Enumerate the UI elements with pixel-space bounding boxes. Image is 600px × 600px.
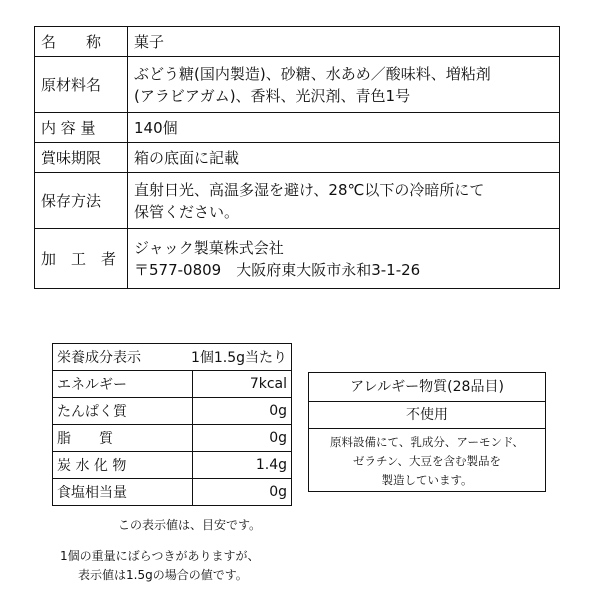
nutrition-row-name: 食塩相当量 bbox=[53, 479, 193, 506]
nutrition-row-value: 1.4g bbox=[193, 452, 292, 479]
weight-note bbox=[60, 547, 260, 585]
name-value: 菓子 bbox=[128, 27, 560, 57]
maker-row bbox=[35, 229, 560, 289]
storage-line-2: 保管ください。 bbox=[134, 202, 240, 221]
nutrition-row bbox=[53, 425, 292, 452]
maker-line-2: 〒577-0809 大阪府東大阪市永和3-1-26 bbox=[134, 260, 421, 279]
storage-value bbox=[128, 173, 560, 229]
nutrition-note: この表示値は、目安です。 bbox=[118, 518, 262, 532]
nutrition-row-name: 炭 水 化 物 bbox=[53, 452, 193, 479]
allergy-status: 不使用 bbox=[309, 402, 545, 429]
contents-value: 140個 bbox=[128, 113, 560, 143]
nutrition-table bbox=[52, 343, 292, 506]
allergy-note-line-3: 製造しています。 bbox=[381, 473, 473, 487]
storage-line-1: 直射日光、高温多湿を避け、28℃以下の冷暗所にて bbox=[134, 180, 485, 199]
nutrition-per-unit: 1個1.5g当たり bbox=[190, 350, 287, 366]
maker-label: 加 工 者 bbox=[35, 229, 128, 289]
ingredients-line-2: (アラビアガム)、香料、光沢剤、青色1号 bbox=[134, 86, 411, 105]
nutrition-row-name: エネルギー bbox=[53, 371, 193, 398]
nutrition-row-value: 0g bbox=[193, 398, 292, 425]
weight-note-line-1: 1個の重量にばらつきがありますが、 bbox=[60, 549, 260, 563]
expiry-label: 賞味期限 bbox=[35, 143, 128, 173]
allergy-title: アレルギー物質(28品目) bbox=[309, 373, 545, 402]
name-row bbox=[35, 27, 560, 57]
allergy-box bbox=[308, 372, 546, 492]
expiry-row bbox=[35, 143, 560, 173]
nutrition-row-value: 7kcal bbox=[193, 371, 292, 398]
nutrition-row bbox=[53, 452, 292, 479]
weight-note-line-2: 表示値は1.5gの場合の値です。 bbox=[78, 568, 248, 582]
allergy-note bbox=[309, 429, 545, 490]
allergy-note-line-2: ゼラチン、大豆を含む製品を bbox=[352, 454, 501, 468]
nutrition-header bbox=[53, 344, 292, 371]
nutrition-row bbox=[53, 479, 292, 506]
ingredients-line-1: ぶどう糖(国内製造)、砂糖、水あめ／酸味料、増粘剤 bbox=[134, 64, 491, 83]
nutrition-row bbox=[53, 398, 292, 425]
storage-label: 保存方法 bbox=[35, 173, 128, 229]
product-info-table bbox=[34, 26, 560, 289]
nutrition-row-name: 脂 質 bbox=[53, 425, 193, 452]
ingredients-value bbox=[128, 57, 560, 113]
nutrition-row-value: 0g bbox=[193, 425, 292, 452]
maker-value bbox=[128, 229, 560, 289]
nutrition-row-name: たんぱく質 bbox=[53, 398, 193, 425]
nutrition-row bbox=[53, 371, 292, 398]
ingredients-label: 原材料名 bbox=[35, 57, 128, 113]
allergy-note-line-1: 原料設備にて、乳成分、アーモンド、 bbox=[330, 435, 524, 449]
storage-row bbox=[35, 173, 560, 229]
contents-row bbox=[35, 113, 560, 143]
ingredients-row bbox=[35, 57, 560, 113]
nutrition-title: 栄養成分表示 bbox=[57, 350, 141, 366]
contents-label: 内 容 量 bbox=[35, 113, 128, 143]
name-label: 名 称 bbox=[35, 27, 128, 57]
expiry-value: 箱の底面に記載 bbox=[128, 143, 560, 173]
maker-line-1: ジャック製菓株式会社 bbox=[134, 238, 284, 257]
nutrition-header-row bbox=[53, 344, 292, 371]
nutrition-row-value: 0g bbox=[193, 479, 292, 506]
